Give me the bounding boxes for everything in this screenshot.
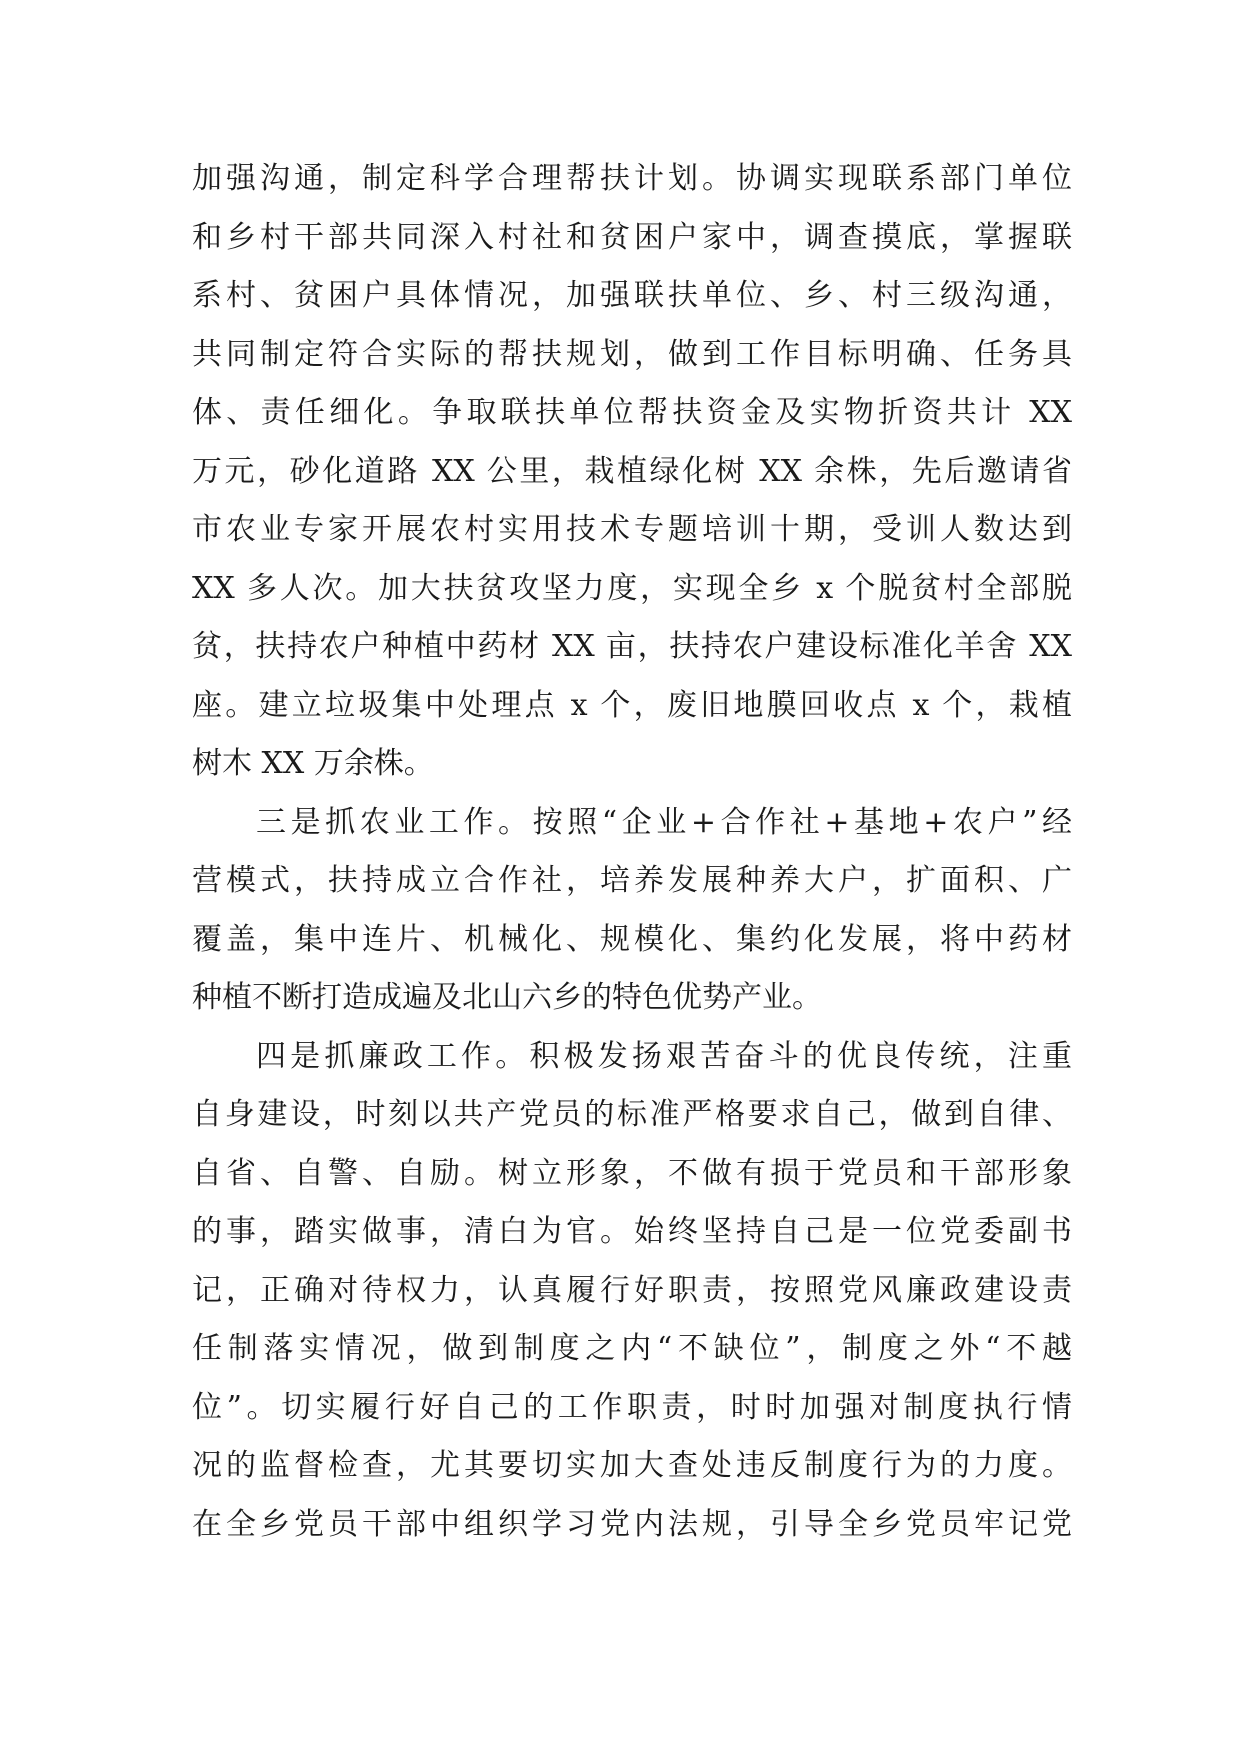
- text-line: 共同制定符合实际的帮扶规划，做到工作目标明确、任务具: [192, 336, 1072, 372]
- text-line: 市农业专家开展农村实用技术专题培训十期，受训人数达到: [192, 512, 1072, 547]
- text-line: 加强沟通，制定科学合理帮扶计划。协调实现联系部门单位: [192, 161, 1072, 196]
- text-line: 种植不断打造成遍及北山六乡的特色优势产业。: [192, 980, 822, 1015]
- paragraph-2: [192, 794, 1072, 1028]
- document-body: [192, 150, 1072, 1554]
- text-line: 四是抓廉政工作。积极发扬艰苦奋斗的优良传统，注重: [256, 1038, 1072, 1074]
- text-line: 况的监督检查，尤其要切实加大查处违反制度行为的力度。: [192, 1448, 1072, 1483]
- text-line: XX 多人次。加大扶贫攻坚力度，实现全乡 x 个脱贫村全部脱: [192, 570, 1072, 606]
- text-line: 覆盖，集中连片、机械化、规模化、集约化发展，将中药材: [192, 921, 1072, 957]
- text-line: 自省、自警、自励。树立形象，不做有损于党员和干部形象: [192, 1155, 1072, 1191]
- text-line: 树木 XX 万余株。: [192, 746, 434, 781]
- text-line: 任制落实情况，做到制度之内“不缺位”，制度之外“不越: [192, 1331, 1072, 1366]
- text-line: 的事，踏实做事，清白为官。始终坚持自己是一位党委副书: [192, 1214, 1072, 1249]
- text-line: 体、责任细化。争取联扶单位帮扶资金及实物折资共计 XX: [192, 395, 1072, 430]
- text-line: 和乡村干部共同深入村社和贫困户家中，调查摸底，掌握联: [192, 219, 1072, 255]
- text-line: 自身建设，时刻以共产党员的标准严格要求自己，做到自律、: [192, 1097, 1072, 1132]
- text-line: 在全乡党员干部中组织学习党内法规，引导全乡党员牢记党: [192, 1506, 1072, 1542]
- text-line: 位”。切实履行好自己的工作职责，时时加强对制度执行情: [192, 1389, 1072, 1425]
- text-line: 记，正确对待权力，认真履行好职责，按照党风廉政建设责: [192, 1272, 1072, 1308]
- text-line: 万元，砂化道路 XX 公里，栽植绿化树 XX 余株，先后邀请省: [192, 453, 1072, 489]
- text-line: 营模式，扶持成立合作社，培养发展种养大户，扩面积、广: [192, 863, 1072, 898]
- text-line: 三是抓农业工作。按照“企业+合作社+基地+农户”经: [256, 804, 1072, 840]
- text-line: 贫，扶持农户种植中药材 XX 亩，扶持农户建设标准化羊舍 XX: [192, 629, 1072, 664]
- paragraph-1: [192, 150, 1072, 794]
- text-line: 系村、贫困户具体情况，加强联扶单位、乡、村三级沟通，: [192, 278, 1072, 313]
- paragraph-3: [192, 1028, 1072, 1555]
- text-line: 座。建立垃圾集中处理点 x 个，废旧地膜回收点 x 个，栽植: [192, 687, 1072, 723]
